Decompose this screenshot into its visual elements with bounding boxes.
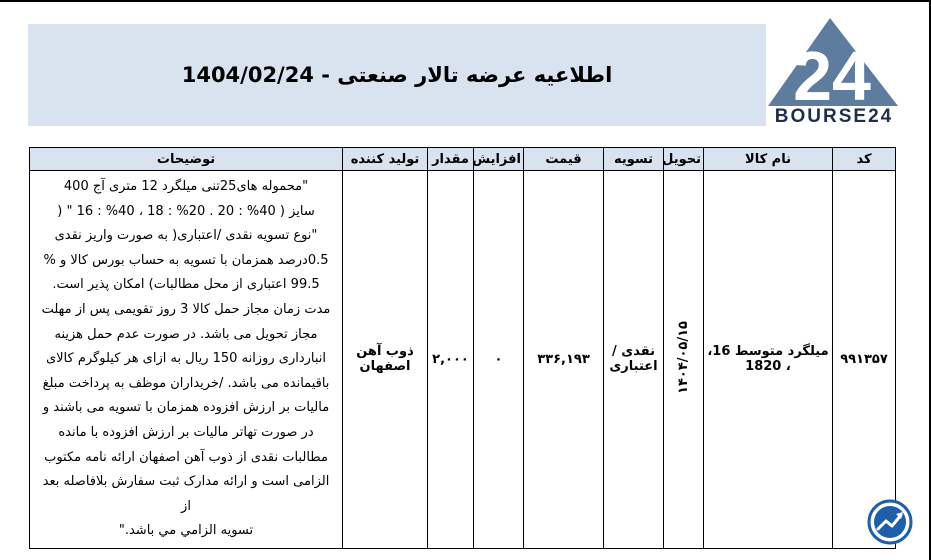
col-delivery: تحویل	[664, 148, 704, 171]
cell-delivery	[664, 171, 704, 549]
cell-description: "محموله های25تنی میلگرد 12 متری آج 400 سایز ( 40% : 20 . 20% : 18 ، 40% : 16 " ( "نوع تسویه نقدی /اعتباری( به صورت واریز نقدی 0.5درصد همزمان با تسویه به حساب بورس کالا و % 99.5 اعتباری از محل مطالبات) امکان پذیر است. مدت زمان مجاز حمل کالا 3 روز تقویمی پس از مهلت مجاز تحویل می باشد. در صورت عدم حمل هزینه انبارداری روزانه 150 ریال به ازای هر کیلوگرم کالای باقیمانده می باشد. /خریداران موظف به پرداخت مبلغ مالیات بر ارزش افزوده همزمان با تسویه می باشند و در صورت تهاتر مالیات بر ارزش افزوده با مانده مطالبات نقدی از ذوب آهن اصفهان ارائه نامه مکتوب الزامی است و ارائه مدارک ثبت سفارش بلافاصله بعد از تسویه الزامي مي باشد."	[30, 171, 343, 549]
frame-top-border	[0, 0, 931, 2]
header-row	[30, 148, 896, 171]
cell-product-name: میلگرد متوسط 16، ، 1820	[704, 171, 833, 549]
col-description: توضیحات	[30, 148, 343, 171]
cell-settlement: نقدی / اعتباری	[604, 171, 664, 549]
col-producer: تولید کننده	[343, 148, 428, 171]
cell-price: ۳۳۶,۱۹۳	[524, 171, 604, 549]
col-quantity: مقدار	[428, 148, 474, 171]
title-band	[28, 24, 766, 126]
page-title: اطلاعیه عرضه تالار صنعتی - 1404/02/24	[181, 63, 613, 87]
col-product-name: نام کالا	[704, 148, 833, 171]
col-code: کد	[833, 148, 896, 171]
col-settlement: تسویه	[604, 148, 664, 171]
delivery-date: ۱۴۰۴/۰۵/۱۵	[676, 320, 691, 394]
table-row	[30, 171, 896, 549]
col-increase: افزایش	[474, 148, 524, 171]
cell-code: ۹۹۱۳۵۷	[833, 171, 896, 549]
col-price: قیمت	[524, 148, 604, 171]
cell-quantity: ۲,۰۰۰	[428, 171, 474, 549]
trend-arrow-badge-icon	[866, 498, 914, 546]
logo-wordmark: BOURSE24	[774, 106, 894, 127]
cell-increase: ۰	[474, 171, 524, 549]
cell-producer: ذوب آهن اصفهان	[343, 171, 428, 549]
logo-numeral: 24	[793, 37, 871, 115]
offering-table	[29, 147, 896, 549]
